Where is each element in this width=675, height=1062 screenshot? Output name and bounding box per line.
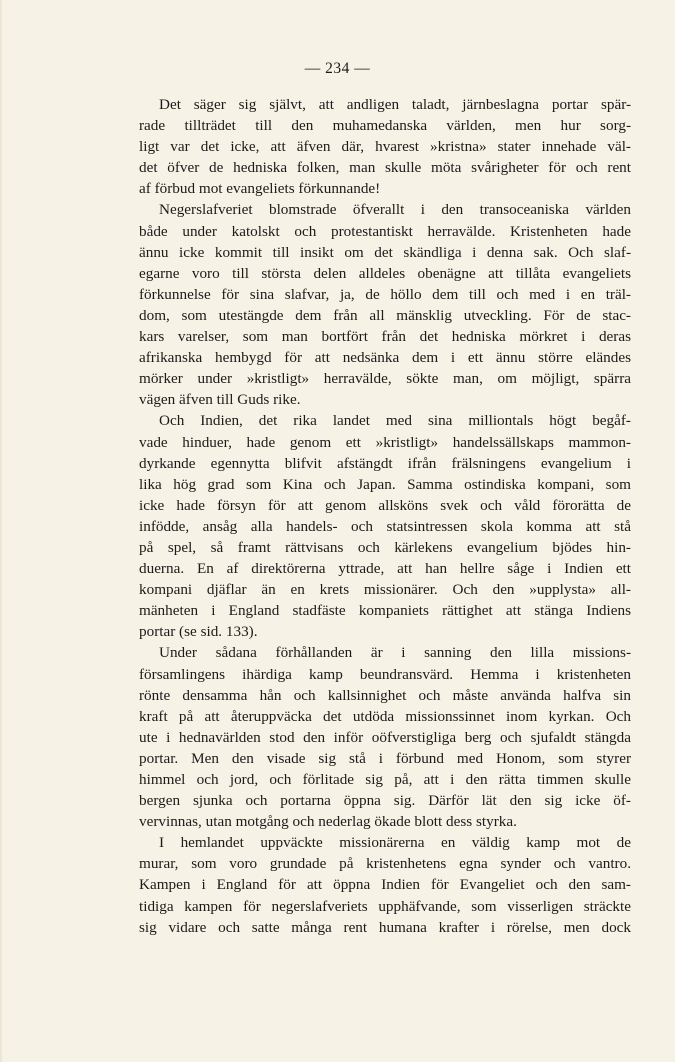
text-line: rade tillträdet till den muhamedanska världen, men hur sorg- <box>139 117 631 135</box>
text-line: dyrkande egennytta blifvit afstängdt ifrån frälsningens evangelium i <box>139 454 631 472</box>
text-line: dom, som utestängde dem från all mänsklig utveckling. För de stac- <box>139 306 631 324</box>
text-line: det öfver de hedniska folken, man skulle möta svårigheter för och rent <box>139 159 631 177</box>
text-line: Det säger sig självt, att andligen taladt, järnbeslagna portar spär- <box>159 96 631 113</box>
text-line: Kampen i England för att öppna Indien för Evangeliet och den sam- <box>139 876 631 894</box>
text-line: vägen äfven till Guds rike. <box>139 391 301 409</box>
text-line: på spel, så framt rättvisans och kärlekens evangelium bjödes hin- <box>139 538 631 556</box>
text-line: vervinnas, utan motgång och nederlag ökade blott dess styrka. <box>139 813 517 831</box>
text-line: ligt var det icke, att äfven där, hvarest »kristna» stater innehade väl- <box>139 138 631 156</box>
text-line: icke hade försyn för att genom allsköns svek och våld förorätta de <box>139 496 631 514</box>
text-line: tidiga kampen för negerslafveriets upphäfvande, som visserligen sträckte <box>139 897 631 915</box>
text-line: egarne voro till största delen alldeles obenägne att tillåta evangeliets <box>139 264 631 282</box>
text-line: vade hinduer, hade genom ett »kristligt» handelssällskaps mammon- <box>139 433 631 451</box>
text-line: både under katolskt och protestantiskt herravälde. Kristenheten hade <box>139 222 631 240</box>
body-text <box>139 94 631 938</box>
text-line: duerna. En af direktörerna yttrade, att han hellre såge i Indien ett <box>139 560 631 578</box>
text-line: ute i hednavärlden stod den inför oöfverstigliga berg och sjufaldt stängda <box>139 728 631 746</box>
page-number: — 234 — <box>304 60 371 77</box>
text-line: mänheten i England stadfäste kompaniets rättighet att stänga Indiens <box>139 602 631 620</box>
paragraph-3 <box>139 410 631 642</box>
text-line: I hemlandet uppväckte missionärerna en väldig kamp mot de <box>159 834 631 852</box>
text-line: församlingens ihärdiga kamp beundransvärd. Hemma i kristenheten <box>139 665 631 683</box>
text-line: rönte densamma hån och kallsinnighet och måste använda halfva sin <box>139 686 631 704</box>
text-line: ännu icke kommit till insikt om det skändliga i denna sak. Och slaf- <box>139 243 631 261</box>
paragraph-2 <box>139 199 631 410</box>
text-line: kraft på att återuppväcka det utdöda missionssinnet inom kyrkan. Och <box>139 707 631 725</box>
text-line: kars varelser, som man bortfört från det hedniska mörkret i deras <box>139 328 631 346</box>
text-line: Och Indien, det rika landet med sina milliontals högt begåf- <box>159 412 631 430</box>
text-line: Under sådana förhållanden är i sanning den lilla missions- <box>159 644 631 662</box>
text-line: lika hög grad som Kina och Japan. Samma ostindiska kompani, som <box>139 475 631 493</box>
text-line: sig vidare och satte många rent humana krafter i rörelse, men dock <box>139 918 631 936</box>
text-line: portar. Men den visade sig stå i förbund med Honom, som styrer <box>139 749 631 767</box>
text-line: murar, som voro grundade på kristenhetens egna synder och vantro. <box>139 855 631 873</box>
text-line: bergen sjunka och portarna öppna sig. Därför lät den sig icke öf- <box>139 792 631 810</box>
text-line: Negerslafveriet blomstrade öfverallt i den transoceaniska världen <box>159 201 631 219</box>
text-line: mörker under »kristligt» herravälde, sökte man, om möjligt, spärra <box>139 370 631 388</box>
text-line: förkunnelse för sina slafvar, ja, de höllo dem till och med i en träl- <box>139 285 631 303</box>
text-line: portar (se sid. 133). <box>139 623 258 641</box>
text-line: himmel och jord, och förlitade sig på, att i den rätta timmen skulle <box>139 771 631 788</box>
paragraph-4 <box>139 642 631 832</box>
text-line: kompani djäflar än en krets missionärer. Och den »upplysta» all- <box>139 581 631 599</box>
text-line: infödde, ansåg alla handels- och statsintressen skola komma att stå <box>139 517 631 535</box>
text-line: afrikanska hembygd för att nedsänka dem i ett ännu större eländes <box>139 349 631 367</box>
paragraph-1 <box>139 94 631 199</box>
text-line: af förbud mot evangeliets förkunnande! <box>139 180 381 198</box>
paragraph-5 <box>139 832 631 937</box>
